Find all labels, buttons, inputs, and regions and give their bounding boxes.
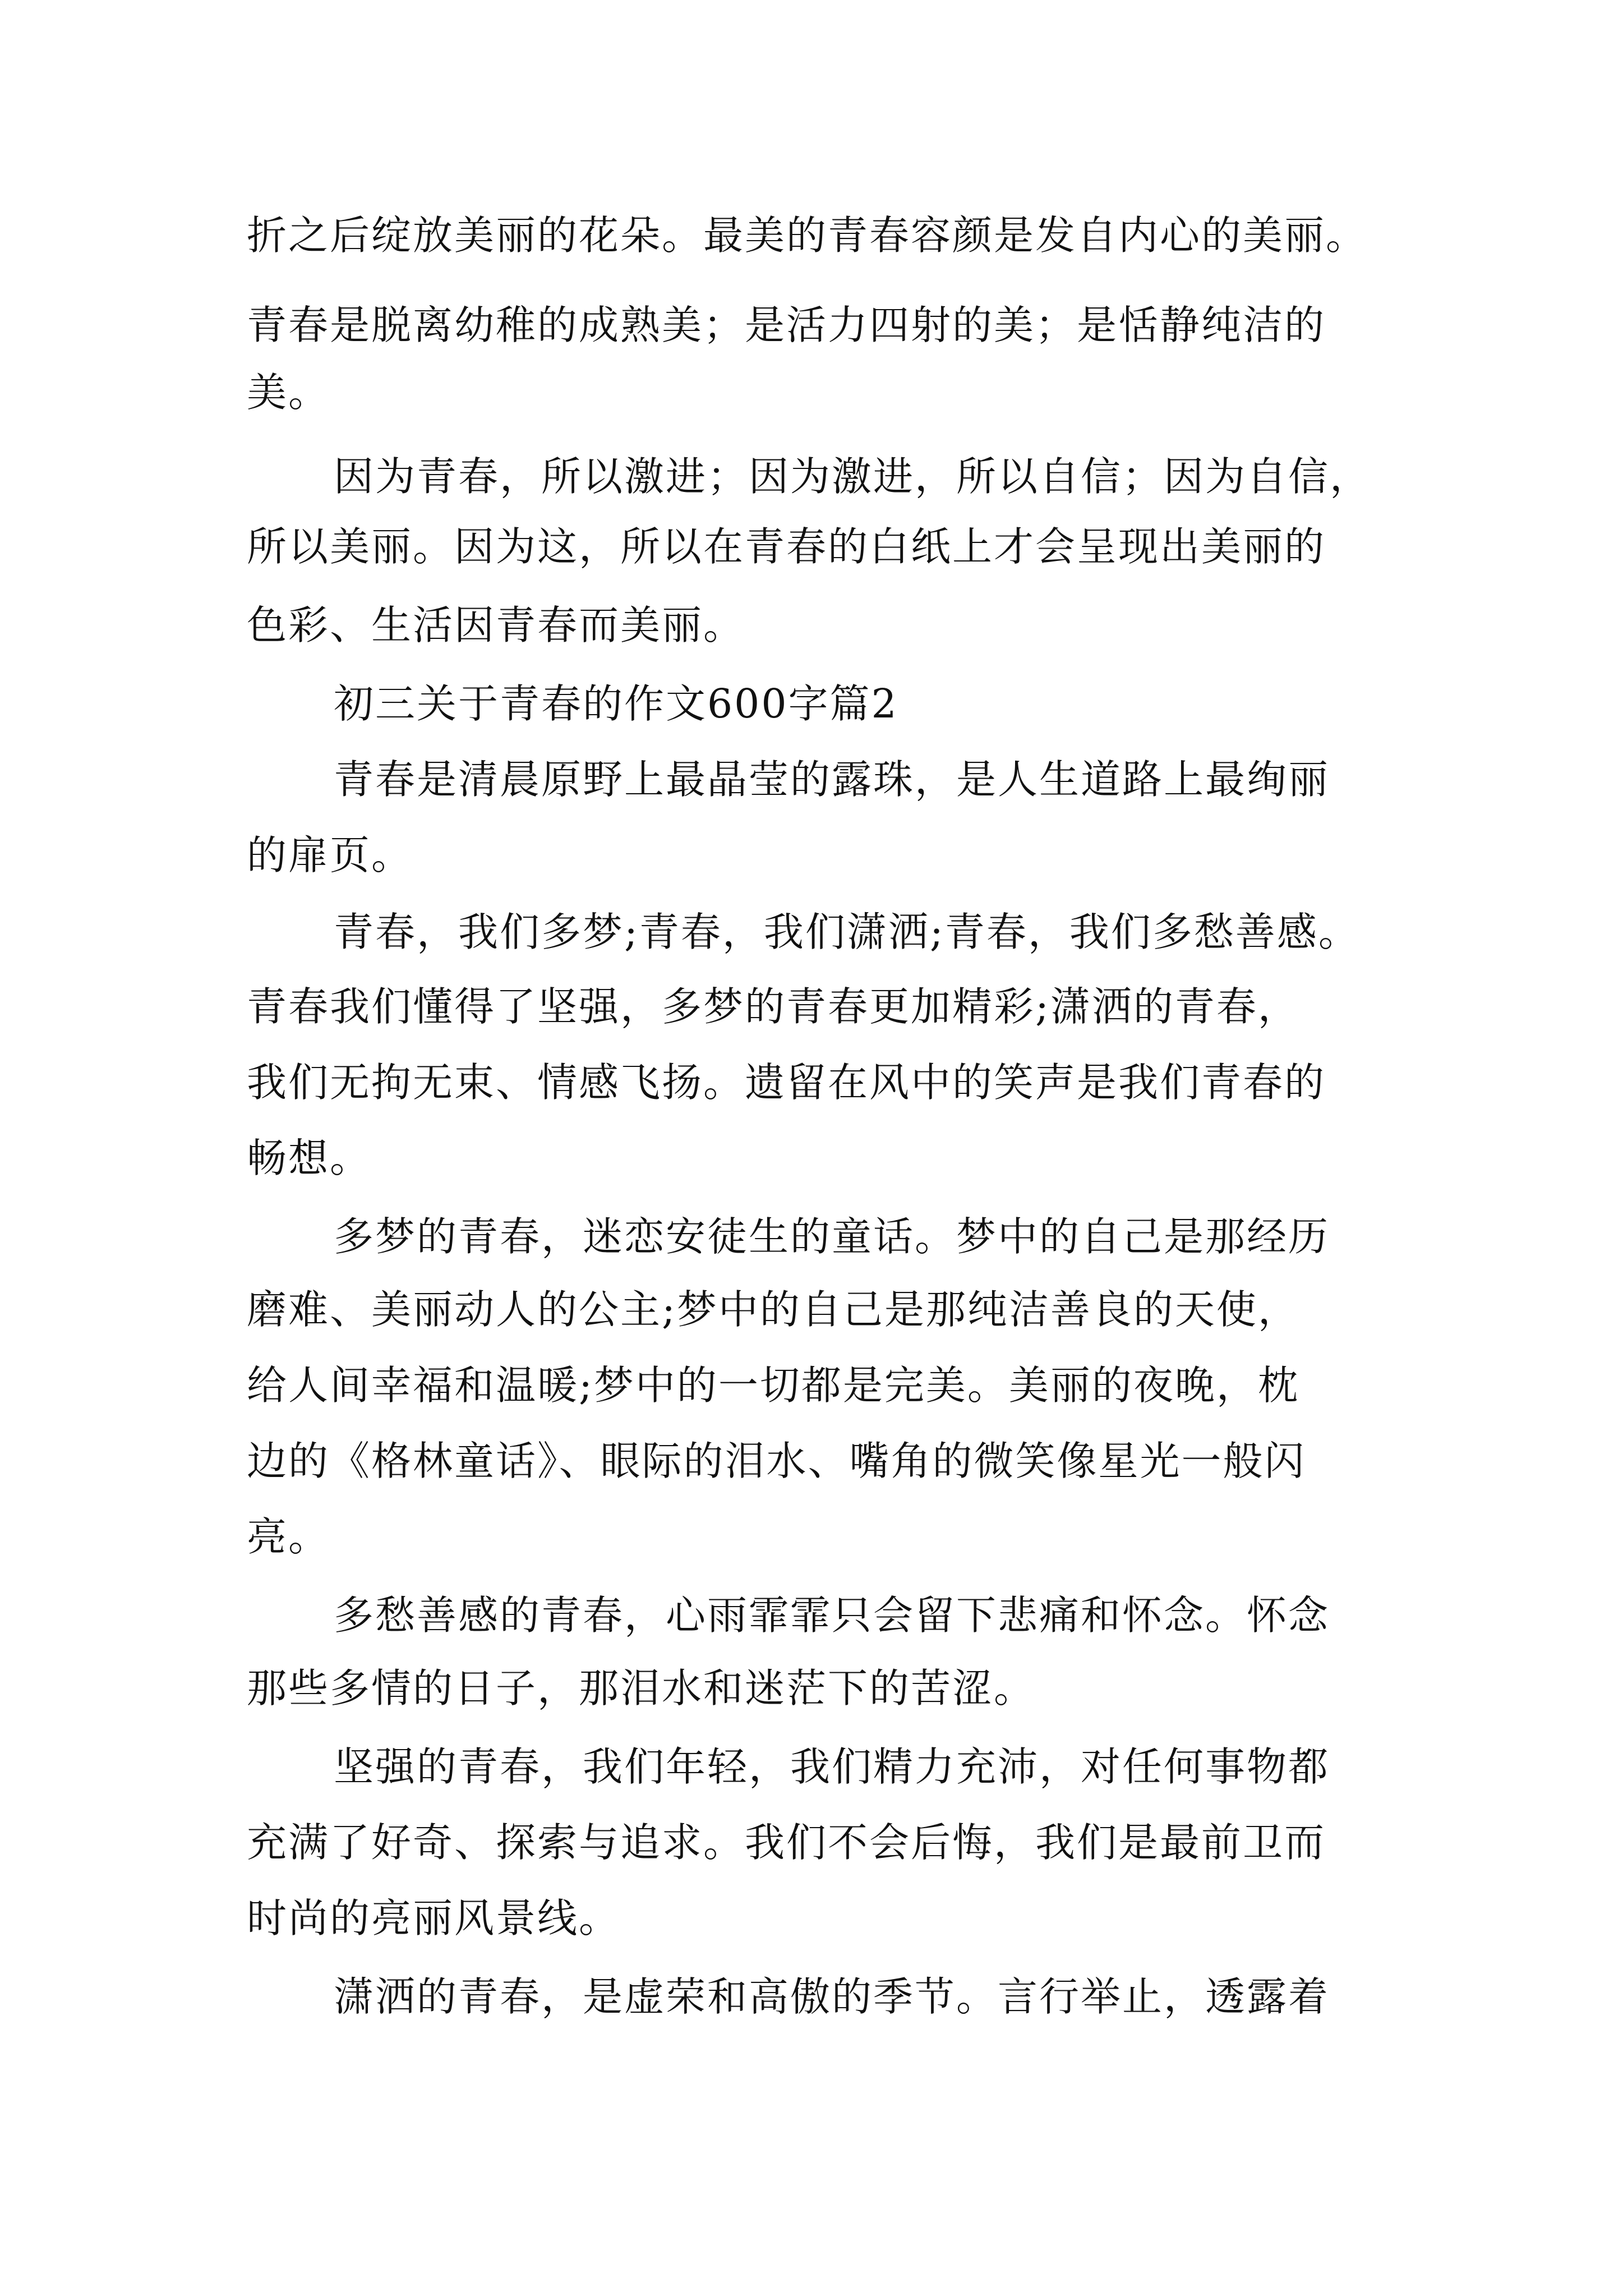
text-line: 那些多情的日子，那泪水和迷茫下的苦涩。: [247, 1665, 1036, 1711]
text-line: 青春我们懂得了坚强，多梦的青春更加精彩;潇洒的青春，: [247, 983, 1299, 1030]
text-line: 青春是清晨原野上最晶莹的露珠，是人生道路上最绚丽: [334, 756, 1330, 803]
text-line: 亮。: [247, 1513, 330, 1560]
text-line: 充满了好奇、探索与追求。我们不会后悔，我们是最前卫而: [247, 1819, 1326, 1866]
text-line: 的扉页。: [247, 832, 413, 878]
text-line: 青春是脱离幼稚的成熟美；是活力四射的美；是恬静纯洁的: [247, 302, 1326, 348]
text-line: 色彩、生活因青春而美丽。: [247, 602, 745, 648]
text-line: 因为青春，所以激进；因为激进，所以自信；因为自信，: [334, 453, 1372, 500]
text-line: 给人间幸福和温暖;梦中的一切都是完美。美丽的夜晚，枕: [247, 1362, 1299, 1409]
text-line: 我们无拘无束、情感飞扬。遗留在风中的笑声是我们青春的: [247, 1059, 1326, 1106]
text-line: 所以美丽。因为这，所以在青春的白纸上才会呈现出美丽的: [247, 523, 1326, 570]
text-line: 坚强的青春，我们年轻，我们精力充沛，对任何事物都: [334, 1743, 1330, 1790]
text-line: 美。: [247, 369, 330, 416]
text-line: 边的《格林童话》、眼际的泪水、嘴角的微笑像星光一般闪: [247, 1438, 1306, 1484]
text-line: 时尚的亮丽风景线。: [247, 1895, 621, 1941]
text-line: 折之后绽放美丽的花朵。最美的青春容颜是发自内心的美丽。: [247, 212, 1368, 259]
section-heading: 初三关于青春的作文600字篇2: [334, 680, 898, 727]
text-line: 多愁善感的青春，心雨霏霏只会留下悲痛和怀念。怀念: [334, 1592, 1330, 1639]
text-line: 潇洒的青春，是虚荣和高傲的季节。言行举止，透露着: [334, 1973, 1330, 2020]
text-line: 磨难、美丽动人的公主;梦中的自己是那纯洁善良的天使，: [247, 1286, 1299, 1333]
text-line: 青春，我们多梦;青春，我们潇洒;青春，我们多愁善感。: [334, 909, 1360, 955]
text-line: 畅想。: [247, 1135, 372, 1181]
text-line: 多梦的青春，迷恋安徒生的童话。梦中的自己是那经历: [334, 1213, 1330, 1260]
